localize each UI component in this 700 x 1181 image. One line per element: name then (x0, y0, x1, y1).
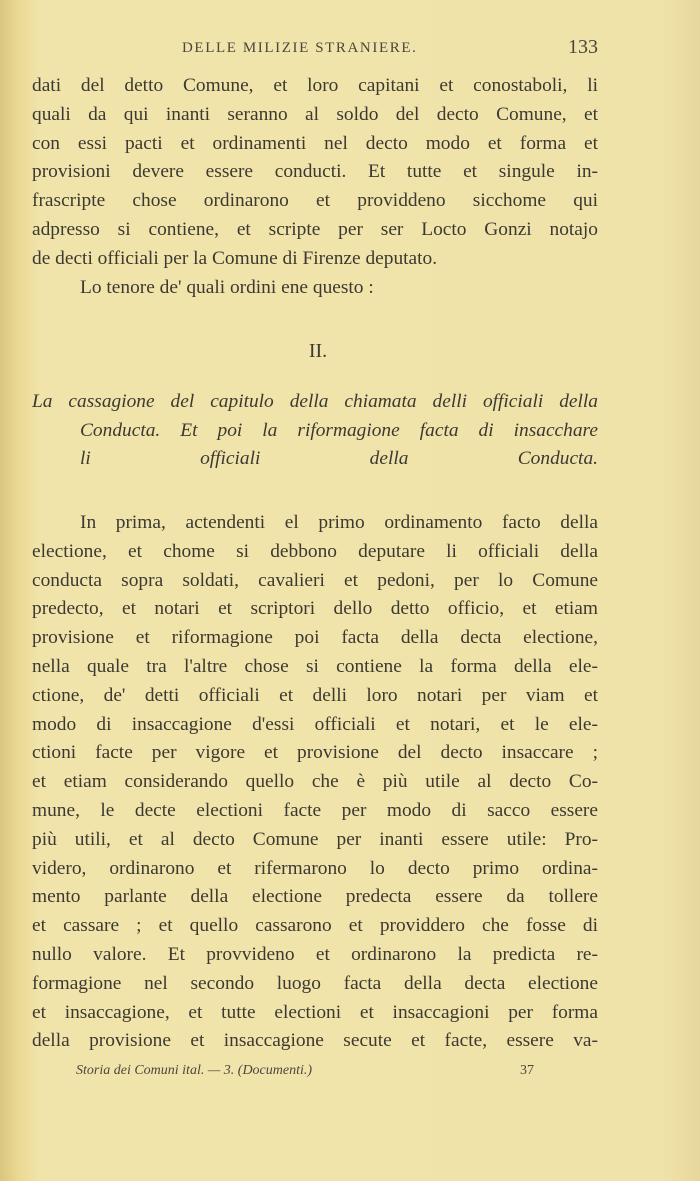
text-line: et cassare ; et quello cassarono et providdero che fosse di (32, 915, 598, 937)
text-line: et insaccagione, et tutte electioni et insaccagioni per forma (32, 1001, 598, 1023)
text-line: più utili, et al decto Comune per inanti essere utile: Pro- (32, 828, 598, 850)
running-head (32, 36, 598, 64)
signature-number: 37 (520, 1063, 534, 1078)
text-line: ctione, de' detti officiali et delli loro notari per viam et (32, 684, 598, 706)
paragraph-continuation (32, 72, 598, 302)
signature-line: Storia dei Comuni ital. — 3. (Documenti.) (76, 1063, 313, 1078)
text-line: quali da qui inanti seranno al soldo del decto Comune, et (32, 103, 598, 125)
text-line: mune, le decte electioni facte per modo di sacco essere (32, 799, 598, 821)
rubric-line: li officiali della Conducta. (80, 448, 598, 470)
text-line: modo di insaccagione d'essi officiali et notari, et le ele- (32, 713, 598, 735)
text-line: predecto, et notari et scriptori dello detto officio, et etiam (32, 598, 598, 620)
paragraph-main (32, 509, 598, 1056)
rubric-line: La cassagione del capitulo della chiamata delli officiali della (32, 391, 598, 412)
text-line: de decti officiali per la Comune di Firenze deputato. (32, 247, 438, 269)
text-line: nullo valore. Et provvideno et ordinarono la predicta re- (32, 943, 598, 965)
intro-line: Lo tenore de' quali ordini ene questo : (80, 276, 374, 298)
text-line: formagione nel secondo luogo facta della decta electione (32, 972, 598, 994)
signature-footer (76, 1063, 534, 1083)
text-line: In prima, actendenti el primo ordinamento facto della (80, 512, 598, 533)
text-line: electione, et chome si debbono deputare li officiali della (32, 540, 598, 562)
text-line: frascripte chose ordinarono et providdeno sicchome qui (32, 190, 598, 212)
text-line: adpresso si contiene, et scripte per ser Locto Gonzi notajo (32, 218, 598, 240)
text-line: et etiam considerando quello che è più utile al decto Co- (32, 771, 598, 793)
text-line: nella quale tra l'altre chose si contiene la forma della ele- (32, 655, 598, 677)
page-number: 133 (568, 36, 598, 58)
text-line: conducta sopra soldati, cavalieri et pedoni, per lo Comune (32, 569, 598, 591)
text-line: provisione et riformagione poi facta della decta electione, (32, 627, 598, 649)
section-rubric (32, 388, 598, 474)
text-line: con essi pacti et ordinamenti nel decto modo et forma et (32, 132, 598, 154)
text-line: ctioni facte per vigore et provisione del decto insaccare ; (32, 742, 598, 764)
text-line: provisioni devere essere conducti. Et tutte et singule in- (32, 161, 598, 183)
rubric-line: Conducta. Et poi la riformagione facta di insacchare (80, 419, 598, 441)
section-number: II. (308, 340, 328, 362)
text-line: mento parlante della electione predecta essere da tollere (32, 886, 598, 908)
text-line: videro, ordinarono et rifermarono lo decto primo ordina- (32, 857, 598, 879)
running-title: DELLE MILIZIE STRANIERE. (182, 40, 418, 56)
text-line: della provisione et insaccagione secute et facte, essere va- (32, 1030, 598, 1052)
text-line: dati del detto Comune, et loro capitani et conostaboli, li (32, 75, 598, 96)
